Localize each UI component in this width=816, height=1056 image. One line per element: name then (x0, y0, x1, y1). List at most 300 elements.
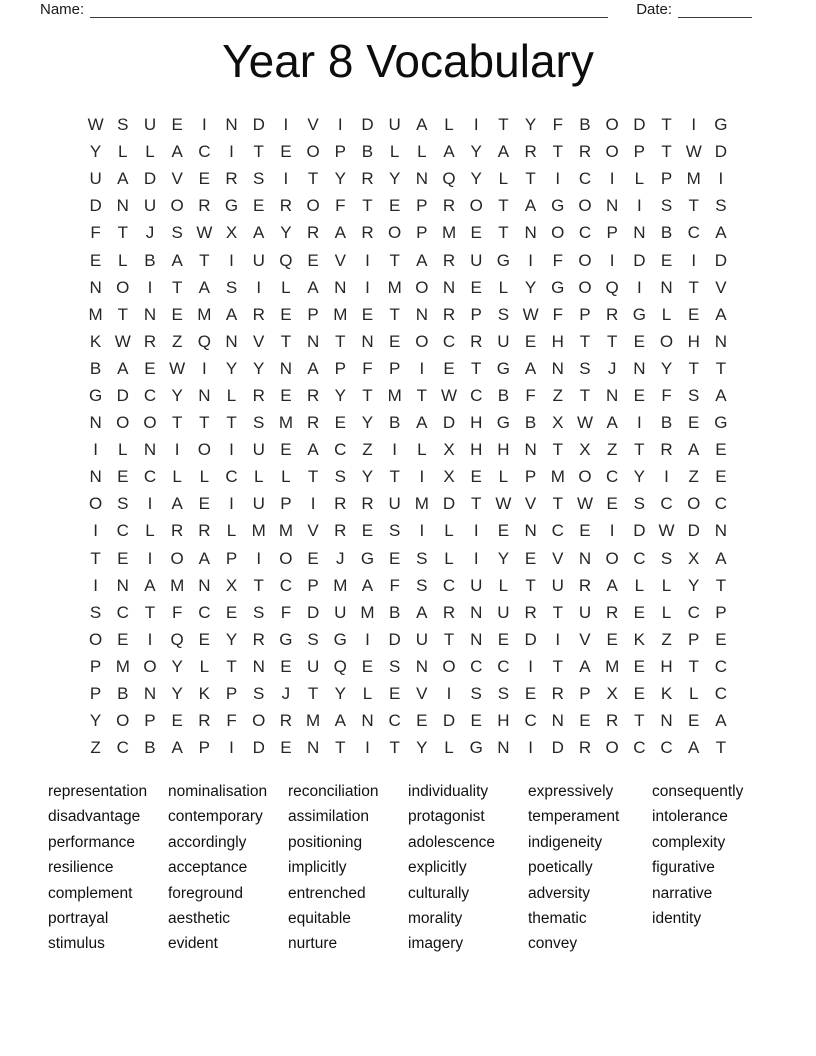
grid-letter-r9-c24: N (714, 331, 728, 351)
grid-letter-r14-c20: C (606, 467, 619, 487)
grid-letter-r2-c21: P (633, 142, 646, 162)
grid-letter-r6-c2: L (118, 250, 128, 270)
grid-letter-r7-c2: O (116, 277, 130, 297)
grid-letter-r16-c20: I (609, 521, 615, 541)
grid-letter-r15-c23: O (687, 494, 701, 514)
grid-letter-r16-c2: C (116, 521, 129, 541)
grid-letter-r2-c17: R (524, 142, 537, 162)
grid-letter-r19-c6: E (225, 602, 238, 622)
grid-letter-r5-c23: C (687, 223, 700, 243)
grid-letter-r3-c21: L (634, 169, 645, 189)
grid-letter-r20-c5: E (198, 629, 211, 649)
grid-letter-r10-c21: N (633, 358, 646, 378)
grid-letter-r1-c7: D (252, 115, 265, 135)
grid-letter-r24-c12: T (389, 738, 400, 758)
grid-letter-r5-c10: A (334, 223, 346, 243)
word-list-item: entrenched (288, 884, 366, 902)
grid-letter-r21-c24: C (714, 656, 728, 676)
grid-letter-r10-c24: T (715, 358, 727, 378)
grid-letter-r24-c7: D (252, 738, 265, 758)
grid-letter-r17-c24: A (715, 548, 727, 568)
grid-letter-r2-c14: A (443, 142, 455, 162)
grid-letter-r17-c20: O (605, 548, 619, 568)
grid-letter-r12-c23: E (688, 413, 700, 433)
grid-letter-r22-c6: P (225, 684, 238, 704)
grid-letter-r2-c15: Y (470, 142, 482, 162)
grid-letter-r1-c1: W (87, 115, 104, 135)
grid-letter-r17-c21: C (633, 548, 646, 568)
grid-letter-r4-c7: E (253, 196, 265, 216)
grid-letter-r4-c22: S (660, 196, 673, 216)
word-list-item: aesthetic (168, 910, 231, 928)
grid-letter-r23-c18: N (551, 711, 564, 731)
grid-letter-r5-c5: W (196, 223, 213, 243)
grid-letter-r11-c19: T (579, 385, 591, 405)
grid-letter-r7-c7: I (256, 277, 262, 297)
grid-letter-r18-c23: Y (688, 575, 700, 595)
word-list-item: assimilation (288, 808, 369, 826)
grid-letter-r5-c14: M (441, 223, 457, 243)
grid-letter-r20-c14: T (443, 629, 455, 649)
grid-letter-r5-c19: C (578, 223, 592, 243)
grid-letter-r13-c14: X (443, 440, 455, 460)
grid-letter-r3-c16: L (498, 169, 509, 189)
grid-letter-r4-c3: U (143, 196, 157, 216)
grid-letter-r18-c15: U (470, 575, 483, 595)
grid-letter-r9-c23: H (687, 331, 700, 351)
grid-letter-r16-c9: V (307, 521, 319, 541)
grid-letter-r21-c2: M (115, 656, 130, 676)
grid-letter-r12-c4: T (171, 413, 183, 433)
grid-letter-r17-c6: P (225, 548, 238, 568)
grid-letter-r1-c6: N (225, 115, 238, 135)
grid-letter-r17-c8: O (279, 548, 293, 568)
grid-letter-r13-c22: R (660, 440, 673, 460)
grid-letter-r18-c24: T (715, 575, 727, 595)
grid-letter-r9-c16: U (497, 331, 510, 351)
grid-letter-r18-c18: U (551, 575, 564, 595)
grid-letter-r19-c22: L (661, 602, 672, 622)
grid-letter-r20-c15: N (470, 629, 483, 649)
grid-letter-r22-c15: S (470, 684, 482, 704)
grid-letter-r6-c20: I (609, 250, 615, 270)
grid-letter-r8-c22: L (661, 304, 672, 324)
grid-letter-r19-c4: F (171, 602, 183, 622)
word-list-item: indigeneity (528, 833, 603, 851)
grid-letter-r23-c4: E (171, 711, 183, 731)
grid-letter-r10-c4: W (169, 358, 186, 378)
grid-letter-r22-c19: P (579, 684, 591, 704)
grid-letter-r9-c22: O (659, 331, 674, 351)
word-list-column-2 (168, 779, 267, 957)
grid-letter-r13-c5: O (197, 440, 211, 460)
grid-letter-r8-c18: F (552, 304, 563, 324)
grid-letter-r19-c5: C (198, 602, 211, 622)
grid-letter-r2-c2: L (118, 142, 128, 162)
word-list-item: acceptance (168, 859, 248, 877)
grid-letter-r5-c22: B (660, 223, 673, 243)
word-list-item: adolescence (408, 833, 496, 851)
grid-letter-r9-c3: R (143, 331, 157, 351)
grid-letter-r8-c16: S (497, 304, 510, 324)
grid-letter-r7-c23: T (688, 277, 699, 297)
grid-letter-r14-c11: Y (361, 467, 374, 487)
grid-letter-r14-c2: E (117, 467, 129, 487)
grid-letter-r9-c10: T (335, 331, 346, 351)
grid-letter-r21-c11: E (361, 656, 374, 676)
grid-letter-r12-c3: O (143, 413, 157, 433)
grid-letter-r12-c17: B (524, 413, 537, 433)
grid-letter-r20-c1: O (88, 629, 103, 649)
grid-letter-r19-c3: T (144, 602, 156, 622)
grid-letter-r22-c21: E (633, 684, 646, 704)
grid-letter-r8-c3: N (143, 304, 157, 324)
grid-letter-r4-c10: F (335, 196, 346, 216)
grid-letter-r17-c4: O (170, 548, 184, 568)
grid-letter-r14-c6: C (225, 467, 238, 487)
grid-letter-r17-c12: E (388, 548, 401, 568)
grid-letter-r19-c7: S (253, 602, 265, 622)
grid-letter-r3-c15: Y (470, 169, 482, 189)
grid-letter-r9-c14: C (442, 331, 456, 351)
grid-letter-r3-c6: R (225, 169, 238, 189)
grid-letter-r21-c6: T (226, 656, 237, 676)
grid-letter-r16-c3: L (145, 521, 155, 541)
grid-letter-r4-c15: O (469, 196, 483, 216)
grid-letter-r20-c22: Z (661, 629, 672, 649)
grid-letter-r17-c9: E (307, 548, 319, 568)
grid-letter-r15-c17: V (524, 494, 537, 514)
grid-letter-r3-c4: V (171, 169, 183, 189)
grid-letter-r3-c12: Y (388, 169, 401, 189)
grid-letter-r3-c9: T (307, 169, 319, 189)
grid-letter-r1-c14: L (444, 115, 454, 135)
grid-letter-r3-c3: D (143, 169, 157, 189)
grid-letter-r19-c18: T (552, 602, 563, 622)
word-list-item: representation (48, 783, 148, 800)
grid-letter-r2-c1: Y (89, 142, 102, 162)
grid-letter-r6-c8: Q (279, 250, 293, 270)
grid-letter-r24-c6: I (229, 738, 234, 758)
grid-letter-r23-c5: R (198, 711, 211, 731)
grid-letter-r23-c8: R (279, 711, 293, 731)
grid-letter-r10-c15: T (471, 358, 482, 378)
grid-letter-r18-c7: T (253, 575, 264, 595)
grid-letter-r5-c18: O (551, 223, 565, 243)
grid-letter-r21-c15: C (470, 656, 483, 676)
grid-letter-r9-c4: Z (171, 331, 183, 351)
grid-letter-r7-c3: I (147, 277, 153, 297)
grid-letter-r23-c1: Y (89, 711, 102, 731)
grid-letter-r6-c15: U (470, 250, 483, 270)
grid-letter-r18-c22: L (661, 575, 672, 595)
grid-letter-r13-c15: H (470, 440, 483, 460)
grid-letter-r4-c9: O (306, 196, 320, 216)
grid-letter-r24-c21: C (633, 738, 646, 758)
grid-letter-r22-c24: C (714, 684, 728, 704)
grid-letter-r4-c20: N (606, 196, 619, 216)
grid-letter-r1-c19: B (579, 115, 591, 135)
grid-letter-r5-c2: T (117, 223, 128, 243)
grid-letter-r15-c18: T (552, 494, 563, 514)
grid-letter-r20-c13: U (415, 629, 428, 649)
grid-letter-r24-c11: I (365, 738, 370, 758)
grid-letter-r6-c23: I (691, 250, 697, 270)
grid-letter-r13-c12: I (392, 440, 398, 460)
grid-letter-r2-c5: C (198, 142, 211, 162)
grid-letter-r11-c13: T (416, 385, 428, 405)
grid-letter-r6-c22: E (660, 250, 673, 270)
grid-letter-r3-c7: S (253, 169, 265, 189)
grid-letter-r16-c22: W (658, 521, 675, 541)
grid-letter-r16-c5: R (198, 521, 211, 541)
name-label: Name: (40, 1, 85, 18)
grid-letter-r24-c19: R (578, 738, 592, 758)
grid-letter-r1-c22: T (661, 115, 672, 135)
grid-letter-r17-c14: L (444, 548, 454, 568)
grid-letter-r4-c24: S (715, 196, 727, 216)
grid-letter-r23-c22: N (660, 711, 673, 731)
grid-letter-r9-c5: Q (197, 331, 211, 351)
grid-letter-r7-c1: N (89, 277, 102, 297)
grid-letter-r5-c15: E (470, 223, 482, 243)
grid-letter-r10-c18: N (551, 358, 564, 378)
grid-letter-r16-c21: D (633, 521, 646, 541)
grid-letter-r14-c5: L (199, 467, 210, 487)
grid-letter-r2-c16: A (497, 142, 510, 162)
grid-letter-r11-c1: G (88, 385, 103, 405)
word-list-item: consequently (652, 783, 744, 800)
grid-letter-r5-c17: N (524, 223, 537, 243)
grid-letter-r12-c10: E (334, 413, 346, 433)
grid-letter-r16-c23: D (687, 521, 700, 541)
grid-letter-r20-c17: D (524, 629, 537, 649)
word-list-item: protagonist (408, 808, 485, 826)
grid-letter-r17-c19: N (578, 548, 592, 568)
grid-letter-r3-c17: T (525, 169, 536, 189)
grid-letter-r1-c21: D (633, 115, 646, 135)
grid-letter-r8-c10: M (333, 304, 348, 324)
grid-letter-r8-c2: T (117, 304, 128, 324)
grid-letter-r12-c12: B (388, 413, 401, 433)
grid-letter-r2-c10: P (334, 142, 346, 162)
grid-letter-r12-c13: A (416, 413, 428, 433)
grid-letter-r12-c2: O (116, 413, 130, 433)
grid-letter-r20-c6: Y (225, 629, 238, 649)
grid-letter-r7-c19: O (578, 277, 592, 297)
grid-letter-r23-c16: H (497, 711, 510, 731)
grid-letter-r3-c8: I (283, 169, 289, 189)
grid-letter-r13-c19: X (579, 440, 591, 460)
grid-letter-r24-c17: I (528, 738, 533, 758)
grid-letter-r5-c11: R (361, 223, 374, 243)
grid-letter-r21-c20: M (605, 656, 620, 676)
grid-letter-r23-c14: D (442, 711, 456, 731)
grid-letter-r3-c20: I (609, 169, 615, 189)
grid-letter-r21-c17: I (528, 656, 533, 676)
grid-letter-r3-c10: Y (334, 169, 346, 189)
grid-letter-r24-c22: C (660, 738, 673, 758)
grid-letter-r10-c9: A (307, 358, 319, 378)
grid-letter-r20-c10: G (333, 629, 347, 649)
grid-letter-r4-c8: R (279, 196, 293, 216)
grid-letter-r17-c16: Y (497, 548, 510, 568)
grid-letter-r18-c4: M (170, 575, 185, 595)
grid-letter-r5-c6: X (225, 223, 238, 243)
grid-letter-r19-c17: R (524, 602, 537, 622)
word-list-item: portrayal (48, 910, 109, 928)
grid-letter-r1-c11: D (361, 115, 374, 135)
grid-letter-r20-c11: I (365, 629, 370, 649)
grid-letter-r18-c10: M (333, 575, 348, 595)
grid-letter-r20-c7: R (252, 629, 265, 649)
grid-letter-r20-c2: E (117, 629, 129, 649)
grid-letter-r10-c3: E (144, 358, 156, 378)
grid-letter-r11-c2: D (116, 385, 129, 405)
grid-letter-r2-c7: T (253, 142, 264, 162)
grid-letter-r17-c5: A (198, 548, 211, 568)
grid-letter-r5-c13: P (416, 223, 428, 243)
grid-letter-r4-c21: I (636, 196, 642, 216)
grid-letter-r22-c22: K (660, 684, 673, 704)
grid-letter-r8-c14: R (442, 304, 456, 324)
grid-letter-r9-c11: N (361, 331, 374, 351)
worksheet-header (40, 0, 776, 18)
grid-letter-r18-c12: F (389, 575, 400, 595)
grid-letter-r24-c4: A (171, 738, 183, 758)
grid-letter-r1-c17: Y (524, 115, 537, 135)
grid-letter-r11-c16: B (497, 385, 510, 405)
grid-letter-r11-c9: R (306, 385, 320, 405)
grid-letter-r4-c17: A (524, 196, 537, 216)
grid-letter-r22-c13: V (416, 684, 428, 704)
grid-letter-r24-c16: N (497, 738, 510, 758)
grid-letter-r17-c2: E (117, 548, 129, 568)
grid-letter-r9-c13: O (415, 331, 429, 351)
grid-letter-r15-c8: P (280, 494, 292, 514)
grid-letter-r7-c5: A (198, 277, 211, 297)
grid-letter-r23-c23: E (688, 711, 700, 731)
grid-letter-r19-c20: R (606, 602, 619, 622)
grid-letter-r19-c10: U (334, 602, 347, 622)
grid-letter-r24-c3: B (144, 738, 156, 758)
grid-letter-r3-c2: A (117, 169, 129, 189)
grid-letter-r23-c9: M (306, 711, 321, 731)
grid-letter-r20-c4: Q (170, 629, 184, 649)
grid-letter-r21-c14: O (442, 656, 456, 676)
grid-letter-r3-c13: N (415, 169, 428, 189)
grid-letter-r9-c20: T (606, 331, 618, 351)
grid-letter-r23-c24: A (715, 711, 727, 731)
grid-letter-r17-c10: J (336, 548, 345, 568)
grid-letter-r15-c16: W (495, 494, 512, 514)
grid-letter-r19-c2: C (116, 602, 129, 622)
grid-letter-r7-c8: L (281, 277, 291, 297)
grid-letter-r24-c20: O (605, 738, 619, 758)
grid-letter-r14-c7: L (253, 467, 264, 487)
grid-letter-r10-c14: E (443, 358, 455, 378)
grid-letter-r24-c8: E (280, 738, 292, 758)
grid-letter-r15-c19: W (576, 494, 593, 514)
grid-letter-r1-c10: I (337, 115, 343, 135)
grid-letter-r21-c19: A (579, 656, 591, 676)
grid-letter-r14-c12: T (389, 467, 400, 487)
word-list-item: implicitly (288, 859, 347, 877)
grid-letter-r7-c21: I (636, 277, 642, 297)
grid-letter-r24-c23: A (688, 738, 700, 758)
grid-letter-r10-c8: N (279, 358, 293, 378)
word-list-item: individuality (408, 783, 489, 800)
word-list-item: identity (652, 910, 702, 928)
grid-letter-r21-c10: Q (333, 656, 347, 676)
grid-letter-r8-c11: E (361, 304, 374, 324)
grid-letter-r17-c3: I (147, 548, 153, 568)
grid-letter-r12-c14: D (442, 413, 456, 433)
grid-letter-r20-c3: I (147, 629, 153, 649)
grid-letter-r11-c10: Y (334, 385, 346, 405)
grid-letter-r9-c18: H (551, 331, 564, 351)
grid-letter-r14-c10: S (334, 467, 346, 487)
grid-letter-r3-c24: I (718, 169, 724, 189)
grid-letter-r22-c9: T (307, 684, 319, 704)
grid-letter-r16-c14: L (444, 521, 454, 541)
grid-letter-r11-c7: R (252, 385, 265, 405)
grid-letter-r2-c12: L (389, 142, 400, 162)
grid-letter-r8-c15: P (470, 304, 482, 324)
grid-letter-r11-c20: N (606, 385, 619, 405)
grid-letter-r10-c1: B (89, 358, 102, 378)
grid-letter-r15-c5: E (198, 494, 211, 514)
grid-letter-r21-c5: L (199, 656, 210, 676)
grid-letter-r3-c1: U (89, 169, 102, 189)
grid-letter-r17-c7: I (256, 548, 262, 568)
grid-letter-r14-c4: L (172, 467, 182, 487)
grid-letter-r4-c5: R (198, 196, 211, 216)
grid-letter-r5-c20: P (606, 223, 618, 243)
grid-letter-r20-c12: D (388, 629, 401, 649)
grid-letter-r6-c10: V (334, 250, 346, 270)
grid-letter-r16-c13: I (419, 521, 425, 541)
grid-letter-r10-c13: I (419, 358, 425, 378)
grid-letter-r8-c5: M (197, 304, 212, 324)
grid-letter-r16-c17: N (524, 521, 537, 541)
grid-letter-r4-c4: O (170, 196, 184, 216)
grid-letter-r8-c12: T (389, 304, 400, 324)
grid-letter-r3-c18: I (555, 169, 561, 189)
grid-letter-r16-c1: I (93, 521, 98, 541)
grid-letter-r8-c23: E (688, 304, 700, 324)
grid-letter-r22-c11: L (362, 684, 373, 704)
grid-letter-r14-c18: M (550, 467, 565, 487)
grid-letter-r5-c1: F (90, 223, 101, 243)
grid-letter-r11-c22: F (661, 385, 672, 405)
grid-letter-r24-c10: T (335, 738, 346, 758)
grid-letter-r6-c12: T (389, 250, 400, 270)
grid-letter-r23-c21: T (634, 711, 645, 731)
grid-letter-r13-c23: A (688, 440, 700, 460)
grid-letter-r1-c20: O (605, 115, 619, 135)
grid-letter-r24-c9: N (306, 738, 320, 758)
grid-letter-r22-c18: R (551, 684, 564, 704)
grid-letter-r20-c24: E (715, 629, 727, 649)
grid-letter-r24-c15: G (469, 738, 483, 758)
word-list-item: figurative (652, 859, 715, 877)
grid-letter-r7-c6: S (225, 277, 238, 297)
grid-letter-r23-c11: N (361, 711, 374, 731)
grid-letter-r21-c12: S (388, 656, 401, 676)
grid-letter-r11-c17: F (525, 385, 536, 405)
grid-letter-r8-c19: P (579, 304, 591, 324)
